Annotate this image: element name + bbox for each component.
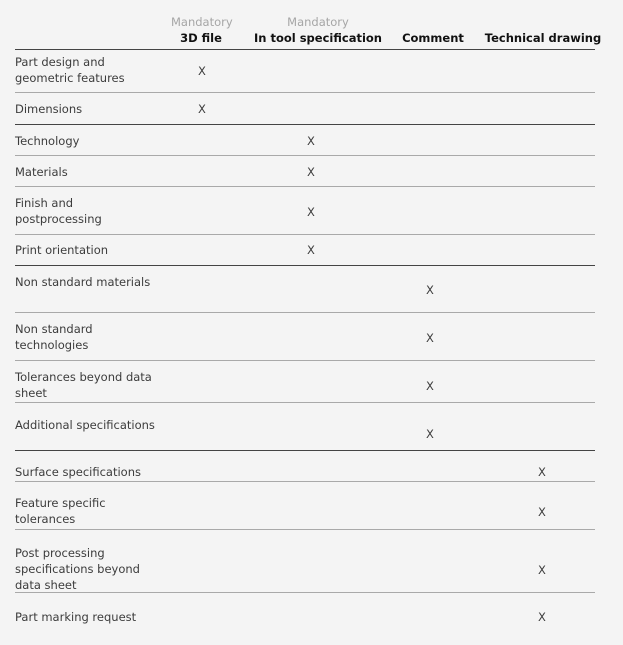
header-3d-file bbox=[171, 14, 231, 46]
row-mark: X bbox=[307, 134, 315, 148]
mandatory-label: Mandatory bbox=[171, 15, 233, 29]
table-row bbox=[15, 530, 595, 593]
table-row bbox=[15, 361, 595, 403]
column-label: Technical drawing bbox=[484, 31, 602, 45]
mandatory-label bbox=[483, 14, 603, 30]
row-label: Part design and geometric features bbox=[15, 55, 125, 85]
row-mark: X bbox=[426, 379, 434, 393]
row-mark: X bbox=[198, 64, 206, 78]
row-label: Post processing specifications beyond data sheet bbox=[15, 546, 140, 592]
row-label: Materials bbox=[15, 165, 68, 179]
mandatory-label: Mandatory bbox=[287, 15, 349, 29]
row-label: Tolerances beyond data sheet bbox=[15, 370, 152, 400]
row-mark: X bbox=[307, 205, 315, 219]
table-row bbox=[15, 403, 595, 451]
header-technical-drawing bbox=[483, 14, 603, 46]
row-mark: X bbox=[426, 331, 434, 345]
row-mark: X bbox=[538, 563, 546, 577]
row-label: Surface specifications bbox=[15, 465, 141, 479]
table-row bbox=[15, 125, 595, 156]
column-label: 3D file bbox=[180, 31, 222, 45]
table-row bbox=[15, 156, 595, 187]
table-row bbox=[15, 266, 595, 313]
table-row bbox=[15, 50, 595, 93]
row-label: Part marking request bbox=[15, 610, 137, 624]
row-mark: X bbox=[307, 243, 315, 257]
row-mark: X bbox=[426, 283, 434, 297]
mandatory-label bbox=[393, 14, 473, 30]
header-comment bbox=[393, 14, 473, 46]
row-mark: X bbox=[538, 610, 546, 624]
row-label: Finish and postprocessing bbox=[15, 196, 102, 226]
table-row bbox=[15, 235, 595, 266]
row-mark: X bbox=[198, 102, 206, 116]
row-label: Dimensions bbox=[15, 102, 83, 116]
table-row bbox=[15, 313, 595, 361]
row-mark: X bbox=[538, 465, 546, 479]
row-label: Non standard materials bbox=[15, 275, 151, 289]
row-mark: X bbox=[538, 505, 546, 519]
table-row bbox=[15, 451, 595, 482]
row-mark: X bbox=[426, 427, 434, 441]
table-header bbox=[15, 12, 602, 50]
row-mark: X bbox=[307, 165, 315, 179]
row-label: Print orientation bbox=[15, 243, 109, 257]
column-label: Comment bbox=[402, 31, 464, 45]
row-label: Non standard technologies bbox=[15, 322, 93, 352]
table-row bbox=[15, 593, 595, 633]
row-label: Technology bbox=[15, 134, 80, 148]
row-label: Additional specifications bbox=[15, 418, 155, 432]
table-row bbox=[15, 187, 595, 235]
table-row bbox=[15, 93, 595, 125]
column-label: In tool specification bbox=[254, 31, 382, 45]
table-row bbox=[15, 482, 595, 530]
header-in-tool-specification bbox=[253, 14, 383, 46]
requirements-table bbox=[15, 12, 602, 633]
row-label: Feature specific tolerances bbox=[15, 496, 106, 526]
